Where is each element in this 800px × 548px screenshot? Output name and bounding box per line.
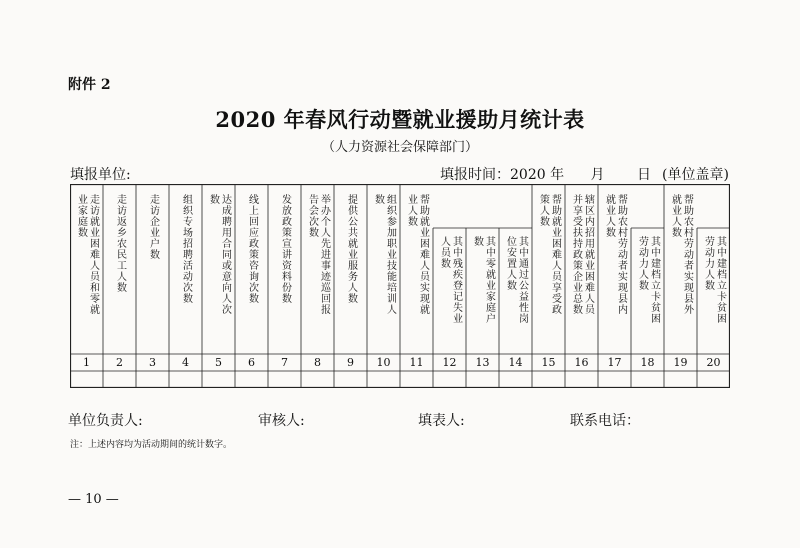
column-number-16: 16 xyxy=(574,356,589,369)
column-header-17: 帮助农村劳动者实现县内 就业人数 xyxy=(603,194,627,315)
column-number-20: 20 xyxy=(706,356,721,369)
column-header-20: 其中建档立卡贫困 劳动力人数 xyxy=(702,236,726,324)
column-header-11: 帮助就业困难人员实现就 业人数 xyxy=(405,194,429,315)
column-header-3: 走访企业户数 xyxy=(147,194,159,260)
footnote: 注：上述内容均为活动期间的统计数字。 xyxy=(70,440,233,450)
column-number-11: 11 xyxy=(409,356,424,369)
column-number-17: 17 xyxy=(607,356,622,369)
column-number-4: 4 xyxy=(182,356,189,369)
statistics-table xyxy=(70,184,730,388)
attachment-label: 附件 2 xyxy=(68,77,111,93)
day-label: 日 xyxy=(637,167,651,183)
column-number-18: 18 xyxy=(640,356,655,369)
column-number-1: 1 xyxy=(83,356,90,369)
column-header-16: 辖区内招用就业困难人员 并享受扶持政策企业总数 xyxy=(570,194,594,315)
column-header-10: 组织参加职业技能培训人 数 xyxy=(372,194,396,315)
column-number-13: 13 xyxy=(475,356,490,369)
column-header-6: 线上回应政策咨询次数 xyxy=(246,194,258,304)
page-title: 2020 年春风行动暨就业援助月统计表 xyxy=(215,107,585,132)
column-header-4: 组织专场招聘活动次数 xyxy=(180,194,192,304)
column-number-8: 8 xyxy=(314,356,321,369)
responsible-label: 单位负责人: xyxy=(68,413,143,429)
column-number-10: 10 xyxy=(376,356,391,369)
column-number-6: 6 xyxy=(248,356,255,369)
column-header-12: 其中残疾登记失业 人员数 xyxy=(438,236,462,324)
reviewer-label: 审核人: xyxy=(258,413,305,429)
column-header-9: 提供公共就业服务人数 xyxy=(345,194,357,304)
column-number-14: 14 xyxy=(508,356,523,369)
column-number-9: 9 xyxy=(347,356,354,369)
phone-label: 联系电话： xyxy=(570,413,640,429)
time-field xyxy=(440,164,655,184)
column-header-18: 其中建档立卡贫困 劳动力人数 xyxy=(636,236,660,324)
column-number-3: 3 xyxy=(149,356,156,369)
column-header-5: 达成聘用合同或意向人次 数 xyxy=(207,194,231,315)
column-number-5: 5 xyxy=(215,356,222,369)
column-number-15: 15 xyxy=(541,356,556,369)
page-number: — 10 — xyxy=(68,492,119,507)
page-subtitle: （人力资源社会保障部门） xyxy=(321,140,478,155)
table-grid-lines xyxy=(70,184,730,388)
time-field-label: 填报时间：2020 年 xyxy=(440,167,565,183)
seal-label: (单位盖章) xyxy=(662,167,729,183)
column-number-12: 12 xyxy=(442,356,457,369)
column-header-15: 帮助就业困难人员享受政 策人数 xyxy=(537,194,561,315)
column-header-7: 发放政策宣讲资料份数 xyxy=(279,194,291,304)
column-number-2: 2 xyxy=(116,356,123,369)
column-number-19: 19 xyxy=(673,356,688,369)
column-header-1: 走访就业困难人员和零就 业家庭数 xyxy=(75,194,99,315)
unit-field-label: 填报单位: xyxy=(70,167,131,183)
column-header-14: 其中通过公益性岗 位安置人数 xyxy=(504,236,528,324)
column-header-19: 帮助农村劳动者实现县外 就业人数 xyxy=(669,194,693,315)
filler-label: 填表人: xyxy=(418,413,465,429)
column-header-2: 走访返乡农民工人数 xyxy=(114,194,126,293)
column-number-7: 7 xyxy=(281,356,288,369)
month-label: 月 xyxy=(590,167,605,183)
column-header-13: 其中零就业家庭户 数 xyxy=(471,236,495,324)
column-header-8: 举办个人先进事迹巡回报 告会次数 xyxy=(306,194,330,315)
